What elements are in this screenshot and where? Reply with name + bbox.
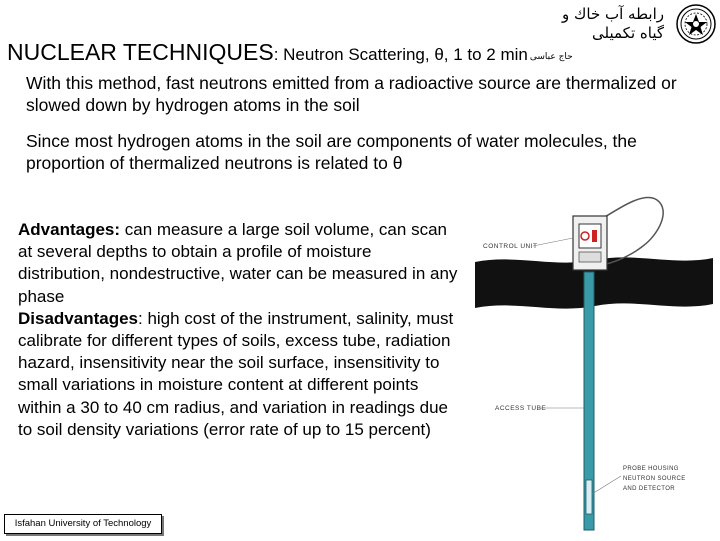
label-probe-line2: NEUTRON SOURCE (623, 476, 686, 482)
label-probe-line1: PROBE HOUSING (623, 466, 679, 472)
university-seal-icon (676, 4, 716, 44)
neutron-probe-figure (475, 194, 713, 536)
neutron-probe-diagram (475, 194, 713, 536)
disadvantages-label: Disadvantages (18, 308, 138, 328)
advantages-label: Advantages: (18, 220, 121, 239)
author-name: حاج عباسی (529, 52, 573, 62)
paragraph-thermalization: With this method, fast neutrons emitted from a radioactive source are thermalized or slowed down by hydrogen atoms in the soil (26, 73, 677, 115)
persian-course-subtitle: گیاه تکمیلی (592, 24, 664, 42)
control-unit (573, 216, 607, 270)
slide-title-rest: : Neutron Scattering, θ, 1 to 2 min (273, 45, 528, 64)
paragraph-hydrogen: Since most hydrogen atoms in the soil are components of water molecules, the proportion of thermalized neutrons is related to θ (26, 131, 637, 173)
persian-course-title: رابطه آب خاك و (562, 5, 664, 23)
probe-housing (586, 480, 592, 514)
disadvantages-text: : high cost of the instrument, salinity, must calibrate for different types of soils, excess tube, radiation hazard, insensitivity near the soil surface, insensitivity to small variations in moisture content at different points within a 30 to 40 cm radius, and variation in readings due to soil density variations (error rate of up to 15 percent) (18, 308, 454, 439)
label-access-tube: ACCESS TUBE (495, 405, 547, 412)
pros-cons-block (18, 219, 458, 441)
slide-title-main: NUCLEAR TECHNIQUES (7, 39, 274, 65)
label-probe-line3: AND DETECTOR (623, 486, 676, 492)
slide-title (7, 39, 573, 66)
institution-footer: Isfahan University of Technology (4, 514, 162, 534)
advantages-text: can measure a large soil volume, can scan at several depths to obtain a profile of moisture distribution, nondestructive, water can be measured in any phase (18, 220, 458, 306)
label-control-unit: CONTROL UNIT (483, 243, 538, 250)
university-logo (676, 4, 716, 44)
